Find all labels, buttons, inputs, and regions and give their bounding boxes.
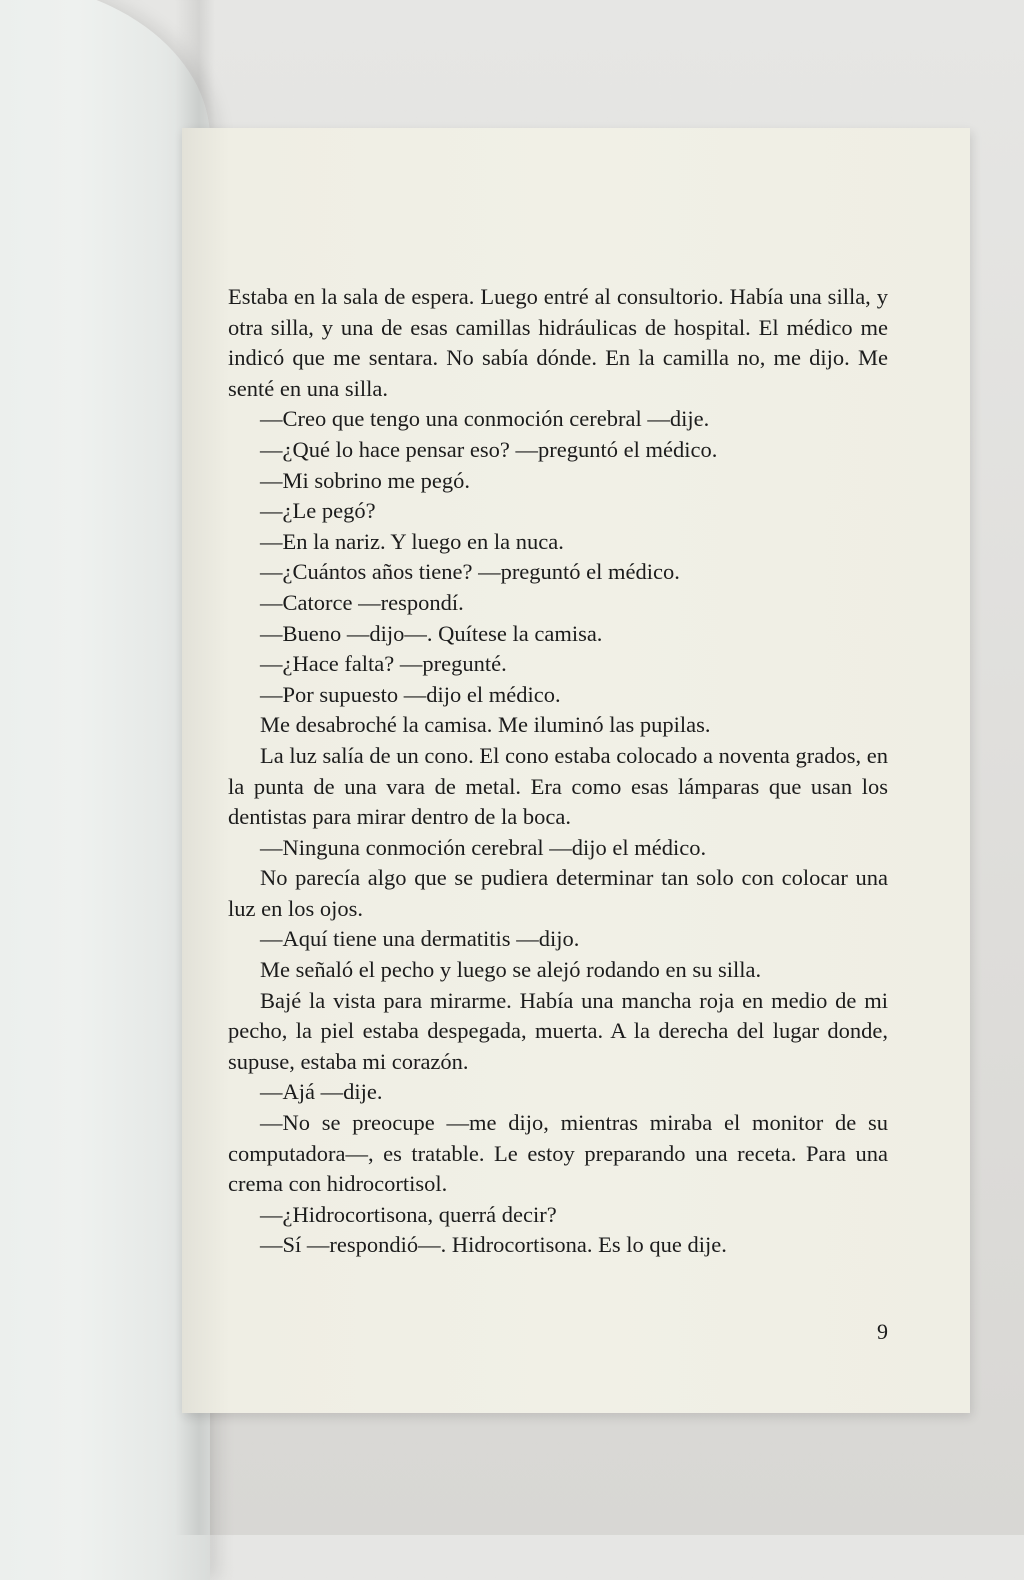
paragraph: Bajé la vista para mirarme. Había una mancha roja en medio de mi pecho, la piel estaba despegada, muerta. A la derecha del lugar donde, supuse, estaba mi corazón. xyxy=(228,987,888,1074)
paragraph: —¿Hidrocortisona, querrá decir? xyxy=(260,1201,557,1227)
right-page xyxy=(182,128,970,1413)
paragraph: —¿Le pegó? xyxy=(260,498,376,524)
paragraph: —¿Qué lo hace pensar eso? —preguntó el médico. xyxy=(260,436,718,462)
paragraph: —Aquí tiene una dermatitis —dijo. xyxy=(260,926,580,952)
paragraph: —Catorce —respondí. xyxy=(260,589,464,615)
page-number: 9 xyxy=(877,1319,888,1344)
paragraph: —Sí —respondió—. Hidrocortisona. Es lo que dije. xyxy=(260,1232,727,1258)
paragraph: —¿Hace falta? —pregunté. xyxy=(260,651,507,677)
paragraph: No parecía algo que se pudiera determinar tan solo con colocar una luz en los ojos. xyxy=(228,865,888,921)
paragraph: Me señaló el pecho y luego se alejó rodando en su silla. xyxy=(260,957,762,983)
page-text xyxy=(228,282,888,1261)
paragraph: —En la nariz. Y luego en la nuca. xyxy=(260,528,564,554)
paragraph: —Ajá —dije. xyxy=(260,1079,383,1105)
paragraph: —Por supuesto —dijo el médico. xyxy=(260,681,561,707)
paragraph: —Mi sobrino me pegó. xyxy=(260,467,470,493)
paragraph: —No se preocupe —me dijo, mientras miraba el monitor de su computadora—, es tratable. Le estoy preparando una receta. Para una crema con hidrocortisol. xyxy=(228,1110,888,1197)
paragraph: —Creo que tengo una conmoción cerebral —dije. xyxy=(260,406,710,432)
paragraph: —Bueno —dijo—. Quítese la camisa. xyxy=(260,620,603,646)
paragraph: —¿Cuántos años tiene? —preguntó el médico. xyxy=(260,559,680,585)
paragraph: —Ninguna conmoción cerebral —dijo el médico. xyxy=(260,834,707,860)
paragraph: Me desabroché la camisa. Me iluminó las pupilas. xyxy=(260,712,711,738)
paragraph: Estaba en la sala de espera. Luego entré al consultorio. Había una silla, y otra silla, y una de esas camillas hidráulicas de hospital. El médico me indicó que me sentara. No sabía dónde. En la camilla no, me dijo. Me senté en una silla. xyxy=(228,284,888,401)
paragraph: La luz salía de un cono. El cono estaba colocado a noventa grados, en la punta de una vara de metal. Era como esas lámparas que usan los dentistas para mirar dentro de la boca. xyxy=(228,742,888,830)
